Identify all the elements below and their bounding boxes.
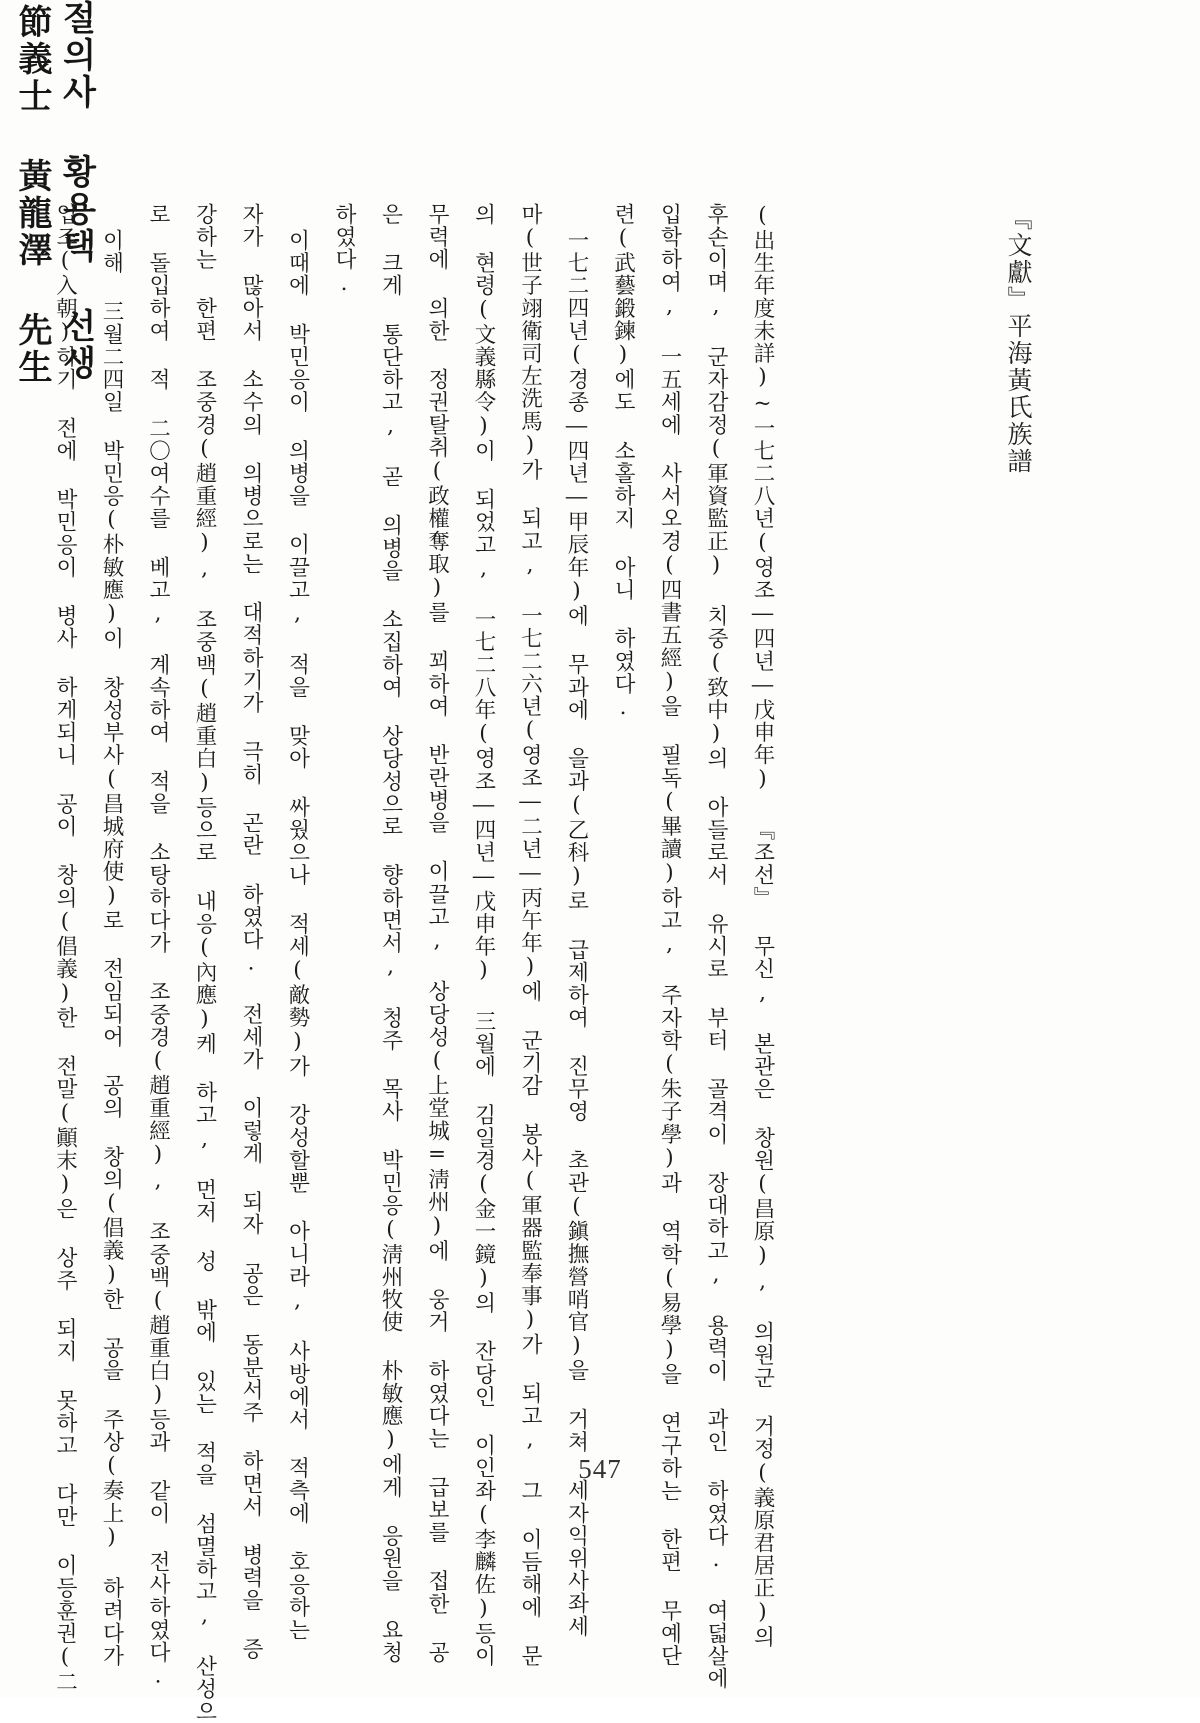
text-column: 마(世子翊衛司左洗馬)가 되고, 一七二六년(영조―二년―丙午年)에 군기감 봉사(軍器監奉事)가 되고, 그 이듬해에 문: [517, 203, 543, 1668]
text-column: (出生年度未詳)~一七二八년(영조―四년―戊申年) 『조선』 무신, 본관은 창원(昌原), 의원군 거정(義原君居正)의: [750, 203, 775, 1649]
title-hangul: 절의사 황용택 선생: [56, 0, 96, 382]
text-column: 의 현령(文義縣令)이 되었고, 一七二八年(영조―四년―戊申年) 三월에 김일경(金一鏡)의 잔당인 이인좌(李麟佐)등이: [471, 203, 496, 1668]
running-header: 『文獻』平海黃氏族譜: [1004, 205, 1033, 475]
title-hanja: 節義士 黃龍澤 先生: [12, 4, 52, 386]
text-column: 무력에 의한 정권탈취(政權奪取)를 꾀하여 반란병을 이끌고, 상당성(上堂城=淸州)에 웅거 하였다는 급보를 접한 공: [424, 203, 450, 1664]
text-column: 一七二四년(경종―四년―甲辰年)에 무과에 을과(乙科)로 급제하여 진무영 초관(鎭撫營哨官)을 거쳐 세자익위사좌세: [564, 228, 589, 1638]
text-column: 입조(入朝)하기 전에 박민응이 병사 하게되니 공이 창의(倡義)한 전말(顚末)은 상주 되지 못하고 다만 이등훈권(二: [52, 203, 78, 1694]
text-column: 후손이며, 군자감정(軍資監正) 치중(致中)의 아들로서 유시로 부터 골격이 장대하고, 용력이 과인 하였다. 여덟살에: [703, 203, 729, 1690]
text-column: 련(武藝鍛鍊)에도 소홀하지 아니 하였다.: [610, 203, 636, 722]
text-column: 로 돌입하여 적 二〇여수를 베고, 계속하여 적을 소탕하다가 조중경(趙重經), 조중백(趙重白)등과 같이 전사하였다.: [145, 203, 171, 1690]
text-column: 하였다.: [331, 203, 357, 297]
text-column: 자가 많아서 소수의 의병으로는 대적하기가 극히 곤란 하였다. 전세가 이렇게 되자 공은 동분서주 하면서 병력을 증: [238, 203, 264, 1661]
text-column: 은 크게 통단하고, 곧 의병을 소집하여 상당성으로 향하면서, 청주 목사 박민응(淸州牧使 朴敏應)에게 응원을 요청: [378, 203, 403, 1664]
text-column: 강하는 한편 조중경(趙重經), 조중백(趙重白)등으로 내응(內應)케 하고, 먼저 성 밖에 있는 적을 섬멸하고, 산성으: [192, 203, 217, 1723]
text-column: 입학하여, 一五세에 사서오경(四書五經)을 필독(畢讀)하고, 주자학(朱子學)과 역학(易學)을 연구하는 한편 무예단: [657, 203, 682, 1668]
text-column: 이해 三월二四일 박민응(朴敏應)이 창성부사(昌城府使)로 전임되어 공의 창의(倡義)한 공을 주상(奏上) 하려다가: [99, 228, 124, 1667]
page-number: 547: [578, 1454, 622, 1484]
text-column: 이때에 박민응이 의병을 이끌고, 적을 맞아 싸웠으나 적세(敵勢)가 강성할뿐 아니라, 사방에서 적측에 호응하는: [285, 228, 310, 1641]
